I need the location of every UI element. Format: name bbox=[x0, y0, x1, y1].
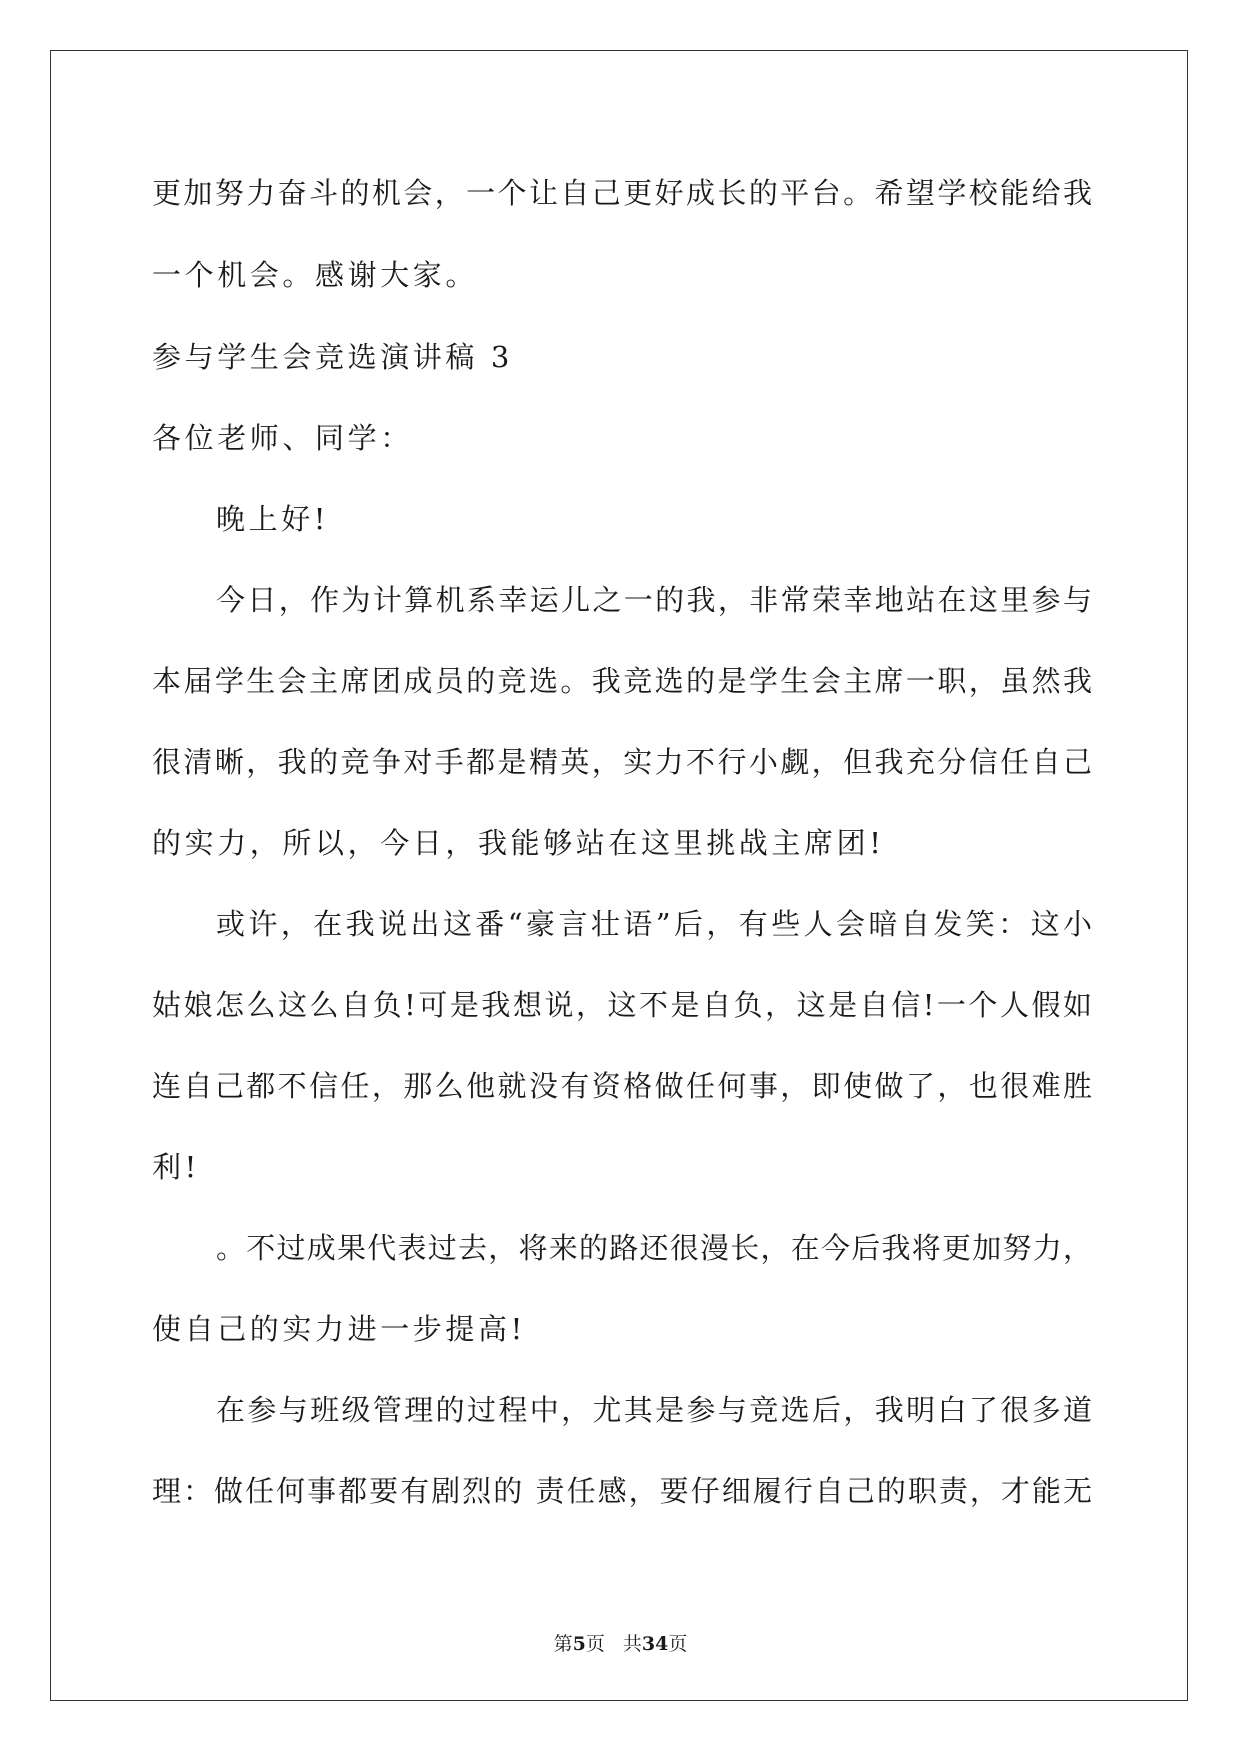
page-footer bbox=[0, 1632, 1241, 1656]
salutation: 各位老师、同学： bbox=[152, 421, 413, 455]
greeting: 晚上好! bbox=[216, 502, 330, 536]
paragraph-line: 本届学生会主席团成员的竞选。我竞选的是学生会主席一职，虽然我 bbox=[152, 664, 1092, 698]
paragraph-line: 在参与班级管理的过程中，尤其是参与竞选后，我明白了很多道 bbox=[216, 1393, 1092, 1427]
total-suffix: 页 bbox=[668, 1633, 688, 1655]
total-prefix: 共 bbox=[622, 1633, 642, 1655]
paragraph-line: 很清晰，我的竞争对手都是精英，实力不行小觑，但我充分信任自己 bbox=[152, 745, 1092, 779]
paragraph-line: 一个机会。感谢大家。 bbox=[152, 258, 479, 292]
page-border bbox=[50, 50, 1188, 1701]
paragraph-line: 姑娘怎么这么自负!可是我想说，这不是自负，这是自信!一个人假如 bbox=[152, 988, 1092, 1022]
paragraph-line: 更加努力奋斗的机会，一个让自己更好成长的平台。希望学校能给我 bbox=[152, 176, 1092, 210]
paragraph-line: 。不过成果代表过去，将来的路还很漫长，在今后我将更加努力， bbox=[216, 1231, 1092, 1265]
paragraph-line: 理：做任何事都要有剧烈的 责任感，要仔细履行自己的职责，才能无 bbox=[152, 1474, 1092, 1508]
paragraph-line: 利! bbox=[152, 1150, 200, 1184]
paragraph-line: 今日，作为计算机系幸运儿之一的我，非常荣幸地站在这里参与 bbox=[216, 583, 1092, 617]
paragraph-line: 的实力，所以，今日，我能够站在这里挑战主席团! bbox=[152, 826, 885, 860]
paragraph-line: 连自己都不信任，那么他就没有资格做任何事，即使做了，也很难胜 bbox=[152, 1069, 1092, 1103]
section-heading: 参与学生会竞选演讲稿 3 bbox=[152, 340, 513, 374]
page-suffix: 页 bbox=[585, 1633, 605, 1655]
paragraph-line: 使自己的实力进一步提高! bbox=[152, 1312, 526, 1346]
paragraph-line: 或许，在我说出这番“豪言壮语”后，有些人会暗自发笑：这小 bbox=[216, 907, 1092, 941]
page-prefix: 第 bbox=[553, 1633, 573, 1655]
total-pages: 34 bbox=[641, 1633, 669, 1655]
page-number: 5 bbox=[572, 1633, 586, 1655]
